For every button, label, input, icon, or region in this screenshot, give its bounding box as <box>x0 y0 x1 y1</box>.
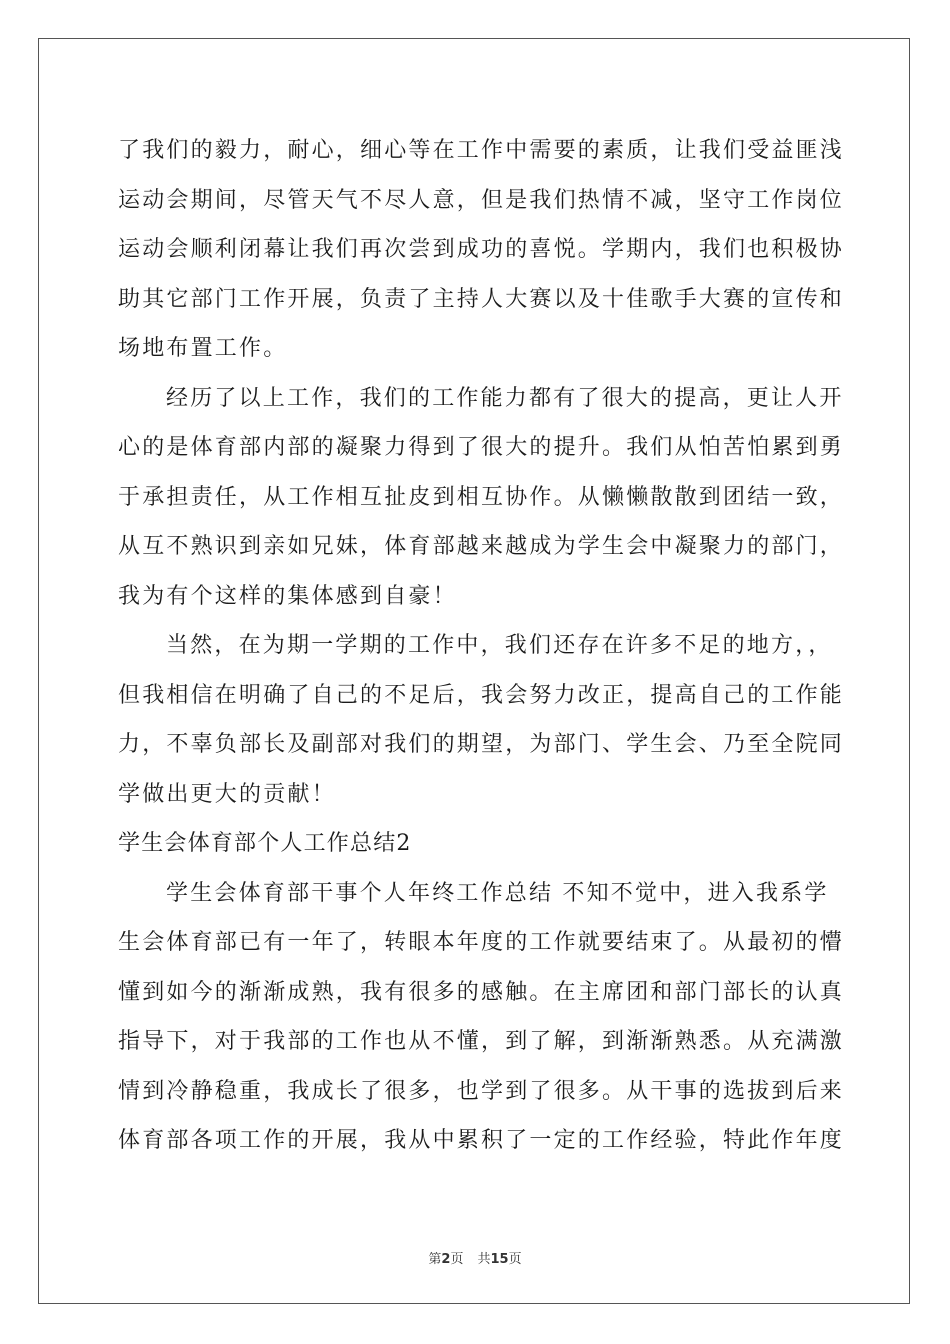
text-line: 从互不熟识到亲如兄妹，体育部越来越成为学生会中凝聚力的部门， <box>118 534 845 559</box>
text-line: 当然，在为期一学期的工作中，我们还存在许多不足的地方，， <box>166 633 833 658</box>
text-line: 于承担责任，从工作相互扯皮到相互协作。从懒懒散散到团结一致， <box>118 484 845 510</box>
text-line: 助其它部门工作开展，负责了主持人大赛以及十佳歌手大赛的宣传和 <box>118 286 845 312</box>
text-line: 体育部各项工作的开展，我从中累积了一定的工作经验，特此作年度 <box>118 1128 845 1153</box>
text-line: 情到冷静稳重，我成长了很多，也学到了很多。从干事的选拔到后来 <box>118 1078 845 1104</box>
section-heading: 学生会体育部个人工作总结2 <box>118 831 412 856</box>
text-line: 经历了以上工作，我们的工作能力都有了很大的提高，更让人开 <box>166 385 844 411</box>
text-line: 生会体育部已有一年了，转眼本年度的工作就要结束了。从最初的懵 <box>118 930 845 955</box>
text-line: 运动会期间，尽管天气不尽人意，但是我们热情不减，坚守工作岗位 <box>118 187 845 213</box>
text-line: 学生会体育部干事个人年终工作总结 不知不觉中，进入我系学 <box>166 880 829 906</box>
page-number: 第2页 <box>428 1252 464 1267</box>
page-total: 共15页 <box>477 1252 522 1267</box>
text-line: 运动会顺利闭幕让我们再次尝到成功的喜悦。学期内，我们也积极协 <box>118 237 845 262</box>
text-line: 力，不辜负部长及副部对我们的期望，为部门、学生会、乃至全院同 <box>118 732 845 757</box>
text-line: 心的是体育部内部的凝聚力得到了很大的提升。我们从怕苦怕累到勇 <box>118 435 845 460</box>
page-footer <box>0 1248 950 1267</box>
text-line: 场地布置工作。 <box>118 336 288 361</box>
text-line: 懂到如今的渐渐成熟，我有很多的感触。在主席团和部门部长的认真 <box>118 979 845 1005</box>
text-line: 但我相信在明确了自己的不足后，我会努力改正，提高自己的工作能 <box>118 682 845 708</box>
text-line: 我为有个这样的集体感到自豪！ <box>118 583 457 609</box>
text-line: 学做出更大的贡献！ <box>118 781 336 807</box>
text-line: 了我们的毅力，耐心，细心等在工作中需要的素质，让我们受益匪浅 <box>118 138 845 163</box>
document-body <box>118 126 845 1166</box>
text-line: 指导下，对于我部的工作也从不懂，到了解，到渐渐熟悉。从充满激 <box>118 1029 845 1054</box>
